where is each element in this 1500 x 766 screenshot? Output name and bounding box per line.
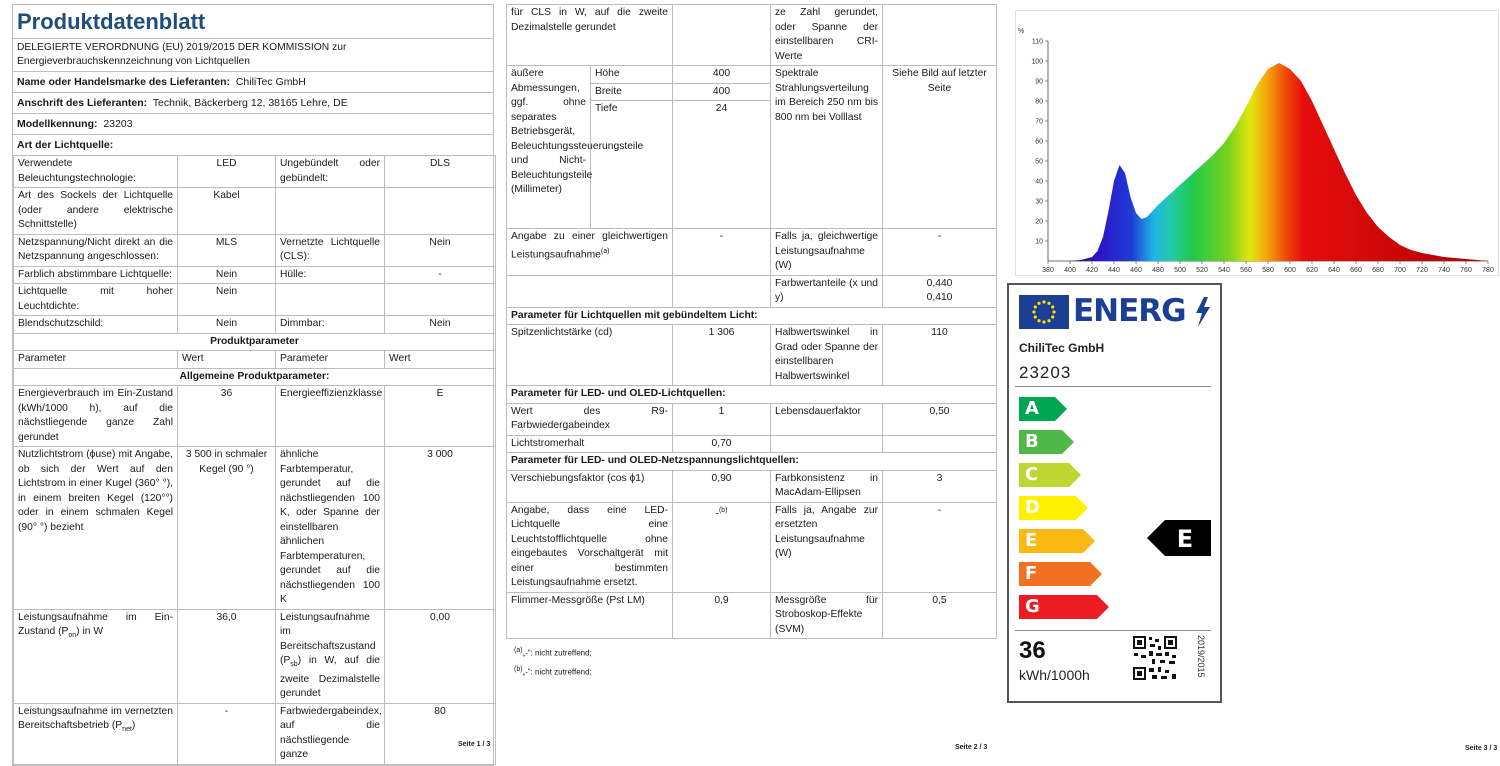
y-tick-label: 80 xyxy=(1035,99,1043,106)
r9-label: Wert des R9-Farbwiedergabeindex xyxy=(507,403,673,435)
height-label: Höhe xyxy=(591,66,673,84)
width-value: 400 xyxy=(673,83,771,101)
stroboscopic-label: Messgröße für Stroboskop-Effekte (SVM) xyxy=(771,592,883,639)
class-letter: F xyxy=(1025,563,1037,584)
x-tick-label: 440 xyxy=(1108,267,1120,274)
page-number: Seite 2 / 3 xyxy=(955,744,987,751)
x-tick-label: 420 xyxy=(1086,267,1098,274)
mains-value: MLS xyxy=(178,234,276,266)
model-value: 23203 xyxy=(103,118,132,130)
regulation-number: 2019/2015 xyxy=(1192,635,1206,697)
model-label: Modellkennung: xyxy=(17,118,98,130)
supplier-value: ChiliTec GmbH xyxy=(236,76,306,88)
displacement-factor-label: Verschiebungsfaktor (cos ϕ1) xyxy=(507,470,673,502)
label-supplier: ChiliTec GmbH xyxy=(1019,341,1104,355)
replacement-claim-label: Angabe, dass eine LED-Lichtquelle eine Leuchtstofflichtquelle ohne eingebautes Vorschaltgerät mit einer bestimmten Leistungsaufnahme ersetzt. xyxy=(507,502,673,592)
socket-label: Art des Sockels der Lichtquelle (oder andere elektrische Schnittstelle) xyxy=(14,188,178,235)
cls-standby-continued: für CLS in W, auf die zweite Dezimalstelle gerundet xyxy=(507,5,673,66)
y-tick-label: 70 xyxy=(1035,119,1043,126)
table-row xyxy=(14,609,496,703)
y-tick-label: 40 xyxy=(1035,179,1043,186)
table-row xyxy=(14,386,496,447)
efficiency-class-f xyxy=(1019,562,1102,586)
eu-stars-icon xyxy=(1019,295,1069,329)
type-heading-text: Art der Lichtquelle: xyxy=(17,139,113,151)
efficiency-class-g xyxy=(1019,595,1109,619)
equivalent-power-sup: (a) xyxy=(601,248,610,255)
column-header-value: Wert xyxy=(385,351,496,369)
footnotes xyxy=(506,639,996,684)
technology-value: LED xyxy=(178,156,276,188)
spectral-distribution-chart xyxy=(1015,10,1499,276)
regulation-text: DELEGIERTE VERORDNUNG (EU) 2019/2015 DER KOMMISSION zur Energieverbrauchskennzeichnung von Lichtquellen xyxy=(13,38,493,71)
chart-y-ticks xyxy=(1031,39,1048,246)
efficiency-class-d xyxy=(1019,496,1088,520)
rating-letter: E xyxy=(1177,525,1193,553)
lumen-maintenance-label: Lichtstromerhalt xyxy=(507,435,673,453)
high-luminance-value: Nein xyxy=(178,284,276,316)
y-tick-label: 50 xyxy=(1035,159,1043,166)
table-header-row xyxy=(14,351,496,369)
x-tick-label: 560 xyxy=(1240,267,1252,274)
network-standby-value: - xyxy=(178,703,276,764)
table-row xyxy=(14,368,496,386)
spectrum-label: Spektrale Strahlungsverteilung im Bereich 250 nm bis 800 nm bei Volllast xyxy=(771,66,883,229)
x-tick-label: 380 xyxy=(1042,267,1054,274)
datasheet-page-1 xyxy=(0,0,500,752)
consumption-unit: kWh/1000h xyxy=(1019,667,1090,683)
y-tick-label: 20 xyxy=(1035,219,1043,226)
beam-angle-value: 110 xyxy=(883,325,997,386)
network-standby-text: Leistungsaufnahme im vernetzten Bereitschaftsbetrieb (P xyxy=(18,706,173,732)
column-header-parameter: Parameter xyxy=(14,351,178,369)
flicker-label: Flimmer-Messgröße (Pst LM) xyxy=(507,592,673,639)
label-divider-bottom xyxy=(1015,630,1211,631)
general-params-heading: Allgemeine Produktparameter: xyxy=(14,368,496,386)
cri-continued: ze Zahl gerundet, oder Spanne der einstellbaren CRI-Werte xyxy=(771,5,883,66)
efficiency-class-c xyxy=(1019,463,1081,487)
standby-power-text: Leistungsaufnahme im Bereitschaftszustand (P xyxy=(280,612,376,667)
energy-label xyxy=(1007,283,1222,703)
rating-arrow xyxy=(1147,520,1211,556)
color-tunable-value: Nein xyxy=(178,266,276,284)
envelope-label: Hülle: xyxy=(276,266,385,284)
footnote-a-text: „-“: nicht zutreffend; xyxy=(523,649,592,658)
spectrum-value: Siehe Bild auf letzter Seite xyxy=(883,66,997,229)
color-temperature-value: 3 000 xyxy=(385,447,496,610)
dimensions-label: äußere Abmessungen, ggf. ohne separates Betriebsgerät, Beleuchtungssteuerungsteile und Nicht-Beleuchtungsteile (Millimeter) xyxy=(507,66,591,229)
table-row xyxy=(14,234,496,266)
displacement-factor-value: 0,90 xyxy=(673,470,771,502)
address-value: Technik, Bäckerberg 12, 38165 Lehre, DE xyxy=(153,97,348,109)
eu-flag-icon xyxy=(1019,295,1069,329)
peak-intensity-label: Spitzenlichtstärke (cd) xyxy=(507,325,673,386)
x-tick-label: 600 xyxy=(1284,267,1296,274)
column-header-parameter: Parameter xyxy=(276,351,385,369)
table-row xyxy=(14,333,496,351)
cri-value: 80 xyxy=(385,703,496,764)
efficiency-class-e xyxy=(1019,529,1095,553)
standby-power-unit: ) in W, auf die zweite Dezimalstelle gerundet xyxy=(280,655,380,699)
table-row xyxy=(14,188,496,235)
r9-value: 1 xyxy=(673,403,771,435)
page-number: Seite 1 / 3 xyxy=(458,741,490,748)
network-standby-close: ) xyxy=(132,720,135,731)
lightning-icon xyxy=(1194,297,1212,327)
replacement-claim-sup: (b) xyxy=(719,507,728,514)
x-tick-label: 680 xyxy=(1372,267,1384,274)
on-mode-power-unit: ) in W xyxy=(76,626,103,637)
peak-intensity-value: 1 306 xyxy=(673,325,771,386)
stroboscopic-value: 0,5 xyxy=(883,592,997,639)
survival-factor-label: Lebensdauerfaktor xyxy=(771,403,883,435)
standby-power-label xyxy=(276,609,385,703)
chart-x-ticks xyxy=(1042,261,1494,274)
equivalent-power-w-label: Falls ja, gleichwertige Leistungsaufnahme (W) xyxy=(771,229,883,276)
energy-word: ENERG xyxy=(1073,293,1186,329)
on-mode-power-text: Leistungsaufnahme im Ein-Zustand (P xyxy=(18,612,173,638)
technology-label: Verwendete Beleuchtungstechnologie: xyxy=(14,156,178,188)
directional-heading: Parameter für Lichtquellen mit gebündeltem Licht: xyxy=(507,307,997,325)
color-tunable-label: Farblich abstimmbare Lichtquelle: xyxy=(14,266,178,284)
model-row xyxy=(13,113,493,134)
datasheet-page-3 xyxy=(1005,0,1500,752)
luminous-flux-value: 3 500 in schmaler Kegel (90 °) xyxy=(178,447,276,610)
height-value: 400 xyxy=(673,66,771,84)
energy-heading xyxy=(1073,293,1186,329)
y-tick-label: 60 xyxy=(1035,139,1043,146)
page-title: Produktdatenblatt xyxy=(13,5,493,38)
table-row xyxy=(507,275,997,307)
color-temperature-label: ähnliche Farbtemperatur, gerundet auf die nächstliegenden 100 K, oder Spanne der einstellbaren ähnlichen Farbtemperaturen, gerundet auf die nächstliegenden 100 K xyxy=(276,447,385,610)
envelope-value: - xyxy=(385,266,496,284)
table-row xyxy=(507,229,997,276)
on-mode-power-sub: on xyxy=(68,632,76,639)
class-letter: A xyxy=(1025,398,1039,419)
energy-class-label: Energieeffizienzklasse xyxy=(276,386,385,447)
replacement-claim-text: - xyxy=(716,508,719,519)
spectrum-svg xyxy=(1016,11,1498,275)
table-row xyxy=(14,156,496,188)
x-tick-label: 520 xyxy=(1196,267,1208,274)
glare-shield-value: Nein xyxy=(178,316,276,334)
focus-value: DLS xyxy=(385,156,496,188)
beam-angle-label: Halbwertswinkel in Grad oder Spanne der einstellbaren Halbwertswinkel xyxy=(771,325,883,386)
table-row xyxy=(507,435,997,453)
cri-label: Farbwiedergabeindex, auf die nächstliegende ganze xyxy=(276,703,385,764)
x-tick-label: 760 xyxy=(1460,267,1472,274)
cls-label: Vernetzte Lichtquelle (CLS): xyxy=(276,234,385,266)
table-row xyxy=(507,66,997,84)
table-row xyxy=(507,403,997,435)
on-mode-power-label xyxy=(14,609,178,703)
label-model: 23203 xyxy=(1019,363,1071,383)
standby-power-value: 0,00 xyxy=(385,609,496,703)
table-row xyxy=(14,284,496,316)
table-row xyxy=(507,325,997,386)
class-letter: E xyxy=(1025,530,1037,551)
datasheet-page-2 xyxy=(500,0,1005,752)
table-row xyxy=(14,447,496,610)
energy-consumption-label: Energieverbrauch im Ein-Zustand (kWh/1000 h), auf die nächstliegende ganze Zahl gerundet xyxy=(14,386,178,447)
equivalent-power-text: Angabe zu einer gleichwertigen Leistungsaufnahme xyxy=(511,231,668,260)
product-params-heading: Produktparameter xyxy=(14,333,496,351)
mains-label: Netzspannung/Nicht direkt an die Netzspannung angeschlossen: xyxy=(14,234,178,266)
table-row xyxy=(507,453,997,471)
replaced-power-label: Falls ja, Angabe zur ersetzten Leistungsaufnahme (W) xyxy=(771,502,883,592)
light-source-table xyxy=(13,155,496,765)
on-mode-power-value: 36,0 xyxy=(178,609,276,703)
y-tick-label: 100 xyxy=(1031,59,1043,66)
led-heading: Parameter für LED- und OLED-Lichtquellen: xyxy=(507,386,997,404)
page-number: Seite 3 / 3 xyxy=(1465,745,1497,752)
x-tick-label: 460 xyxy=(1130,267,1142,274)
standby-power-sub: sb xyxy=(290,661,297,668)
y-axis-label: % xyxy=(1018,28,1024,35)
table-row xyxy=(507,386,997,404)
supplier-row xyxy=(13,71,493,92)
table-row xyxy=(507,592,997,639)
x-tick-label: 740 xyxy=(1438,267,1450,274)
x-tick-label: 720 xyxy=(1416,267,1428,274)
energy-consumption-value: 36 xyxy=(178,386,276,447)
color-consistency-label: Farbkonsistenz in MacAdam-Ellipsen xyxy=(771,470,883,502)
y-tick-label: 10 xyxy=(1035,239,1043,246)
y-tick-label: 110 xyxy=(1032,39,1043,46)
table-row xyxy=(14,316,496,334)
replacement-claim-value xyxy=(673,502,771,592)
chromaticity-label: Farbwertanteile (x und y) xyxy=(771,275,883,307)
x-tick-label: 620 xyxy=(1306,267,1318,274)
x-tick-label: 540 xyxy=(1218,267,1230,274)
address-label: Anschrift des Lieferanten: xyxy=(17,97,147,109)
color-consistency-value: 3 xyxy=(883,470,997,502)
class-letter: C xyxy=(1025,464,1038,485)
survival-factor-value: 0,50 xyxy=(883,403,997,435)
x-tick-label: 780 xyxy=(1482,267,1494,274)
class-letter: G xyxy=(1025,596,1040,617)
energy-class-value: E xyxy=(385,386,496,447)
network-standby-label xyxy=(14,703,178,764)
chromaticity-x: 0,440 xyxy=(887,277,992,292)
supplier-label: Name oder Handelsmarke des Lieferanten: xyxy=(17,76,230,88)
footnote-a xyxy=(514,643,988,662)
cls-value: Nein xyxy=(385,234,496,266)
table-row xyxy=(507,5,997,66)
x-tick-label: 500 xyxy=(1174,267,1186,274)
efficiency-class-b xyxy=(1019,430,1074,454)
x-tick-label: 480 xyxy=(1152,267,1164,274)
glare-shield-label: Blendschutzschild: xyxy=(14,316,178,334)
footnote-a-mark: (a) xyxy=(514,647,523,654)
x-tick-label: 580 xyxy=(1262,267,1274,274)
chromaticity-y: 0,410 xyxy=(887,291,992,306)
y-tick-label: 30 xyxy=(1035,199,1043,206)
dimmable-label: Dimmbar: xyxy=(276,316,385,334)
footnote-b-mark: (b) xyxy=(514,666,523,673)
table-row xyxy=(507,470,997,502)
parameters-table xyxy=(506,4,997,639)
chromaticity-value xyxy=(883,275,997,307)
equivalent-power-label xyxy=(507,229,673,276)
depth-value: 24 xyxy=(673,101,771,229)
table-row xyxy=(507,307,997,325)
y-tick-label: 90 xyxy=(1035,79,1043,86)
table-row xyxy=(507,502,997,592)
label-divider xyxy=(1015,386,1211,387)
depth-label: Tiefe xyxy=(591,101,673,229)
lumen-maintenance-value: 0,70 xyxy=(673,435,771,453)
width-label: Breite xyxy=(591,83,673,101)
class-letter: B xyxy=(1025,431,1039,452)
footnote-b xyxy=(514,662,988,681)
column-header-value: Wert xyxy=(178,351,276,369)
table-row xyxy=(14,266,496,284)
qr-code-icon[interactable] xyxy=(1132,635,1178,681)
high-luminance-label: Lichtquelle mit hoher Leuchtdichte: xyxy=(14,284,178,316)
network-standby-sub: net xyxy=(122,726,132,733)
address-row xyxy=(13,92,493,113)
socket-value: Kabel xyxy=(178,188,276,235)
x-tick-label: 700 xyxy=(1394,267,1406,274)
equivalent-power-value: - xyxy=(673,229,771,276)
equivalent-power-w-value: - xyxy=(883,229,997,276)
x-tick-label: 400 xyxy=(1064,267,1076,274)
luminous-flux-label: Nutzlichtstrom (ϕuse) mit Angabe, ob sich der Wert auf den Lichtstrom in einer Kugel (360° °), in einem breiten Kegel (120°°) oder in einem schmalen Kegel (90° °) bezieht xyxy=(14,447,178,610)
spectrum-area xyxy=(1048,63,1488,261)
flicker-value: 0,9 xyxy=(673,592,771,639)
light-source-type-heading xyxy=(13,134,493,155)
replaced-power-value: - xyxy=(883,502,997,592)
table-row xyxy=(14,703,496,764)
class-letter: D xyxy=(1025,497,1040,518)
led-mains-heading: Parameter für LED- und OLED-Netzspannungslichtquellen: xyxy=(507,453,997,471)
dimmable-value: Nein xyxy=(385,316,496,334)
footnote-b-text: „-“: nicht zutreffend; xyxy=(523,667,592,676)
efficiency-class-a xyxy=(1019,397,1067,421)
consumption-value: 36 xyxy=(1019,637,1046,665)
x-tick-label: 640 xyxy=(1328,267,1340,274)
x-tick-label: 660 xyxy=(1350,267,1362,274)
focus-label: Ungebündelt oder gebündelt: xyxy=(276,156,385,188)
